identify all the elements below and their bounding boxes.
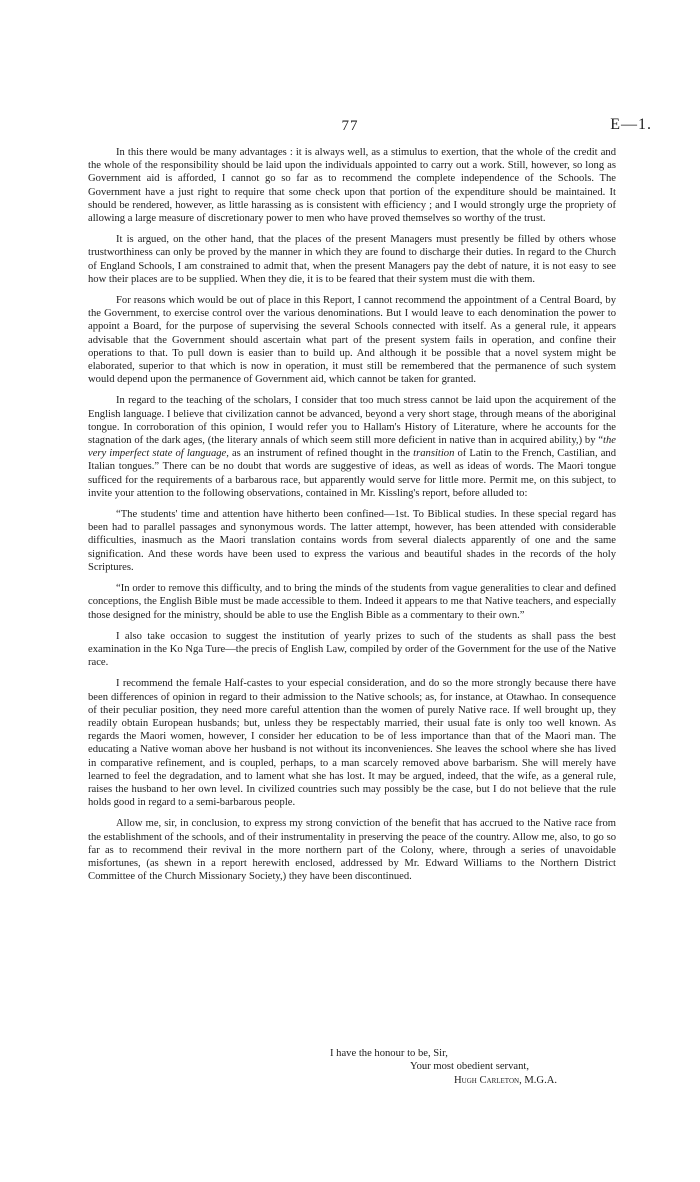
paragraph-conclusion: Allow me, sir, in conclusion, to express my strong conviction of the benefit that has accrued to the Native race from the establishment of the schools, and of their instrumentality in preserving the peace of the country. Allow me, also, to go so far as to recommend their revival in the more northern part of the Colony, where, through a series of unavoidable misfortunes, (as shewn in a report herewith enclosed, addressed by Mr. Edward Williams to the Northern District Committee of the Church Missionary Society,) they have been discontinued. — [88, 818, 616, 883]
paragraph-english-language-part2: as an instrument of refined thought in the — [228, 448, 414, 460]
letter-closing — [88, 1047, 616, 1087]
paragraph-central-board: For reasons which would be out of place in this Report, I cannot recommend the appointment of a Central Board, by the Government, to exercise control over the various denominations. But I would leave to each denomination the power to appoint a Board, for the purpose of supervising the several Schools connected with itself. As a general rule, it appears advisable that the Government should ascertain what part of the present system fails in operation, and confine their operations to that. To pull down is easier than to build up. And although it be possible that a novel system might be elaborated, superior to that which is now in operation, it must still be remembered that the permanence of such system would depend upon the permanence of Government aid, which cannot be taken for granted. — [88, 295, 616, 386]
report-body — [88, 146, 616, 891]
quote-emphasis-language: the very imperfect state of language, — [88, 435, 616, 460]
salutation: I have the honour to be, Sir, — [330, 1048, 448, 1059]
paragraph-managers: It is argued, on the other hand, that the places of the present Managers must presently be filled by others whose trustworthiness can only be proved by the manner in which they are found to discharge their duties. In regard to the Church of England Schools, I am constrained to admit that, when the present Managers pay the debt of nature, it is not easy to see how their places are to be supplied. When they die, it is to be feared that their system must die with them. — [88, 234, 616, 285]
paragraph-advantages: In this there would be many advantages : it is always well, as a stimulus to exertion, that the whole of the credit and the whole of the responsibility should be laid upon the individuals appointed to carry out a work. Still, however, so long as Government aid is afforded, I cannot go so far as to recommend the complete independence of the Schools. The Government have a just right to require that some check upon that portion of the expenditure should be maintained. It should be rendered, however, as little harassing as is consistent with efficiency ; and I would strongly urge the propriety of allowing a large measure of discretionary power to men who have proved themselves so worthy of the trust. — [88, 147, 616, 225]
valediction: Your most obedient servant, — [410, 1061, 529, 1073]
paragraph-yearly-prizes: I also take occasion to suggest the institution of yearly prizes to such of the students as shall pass the best examination in the Ko Nga Ture—the precis of English Law, compiled by order of the Government for the use of the Native race. — [88, 630, 616, 669]
quote-emphasis-transition: transition — [413, 448, 455, 460]
paragraph-english-language-part1: In regard to the teaching of the scholars, I consider that too much stress cannot be laid upon the acquirement of the English language. I believe that civilization cannot be advanced, beyond a very short stage, through means of the aboriginal tongue. In corroboration of this opinion, I would refer you to Hallam's History of Literature, where he accounts for the stagnation of the dark ages, (the literary annals of which seem still more deficient in native than in acquired ability,) by “ — [88, 395, 616, 447]
page-reference: E—1. — [610, 116, 652, 133]
signature: Hugh Carleton, M.G.A. — [454, 1074, 558, 1086]
paragraph-english-language — [88, 394, 616, 500]
quote-english-bible: “In order to remove this difficulty, and to bring the minds of the students from vague generalities to clear and defined conceptions, the English Bible must be made accessible to them. Indeed it appears to me that Native teachers, and especially those designed for the ministry, should be able to use the English Bible as a commentary to their own.” — [88, 583, 616, 621]
paragraph-half-castes: I recommend the female Half-castes to your especial consideration, and do so the more strongly because there have been differences of opinion in regard to their admission to the Native schools; as, for instance, at Otawhao. In consequence of their peculiar position, they need more careful attention than the women of purely Native race. If well brought up, they readily obtain European husbands; but, unless they be respectably married, their usual fate is only too well known. As regards the Maori women, however, I consider her education to be of less importance than that of the Maori man. The educating a Native woman above her husband is not without its inconveniences. She leaves the school where she has lived in comparative refinement, and is coupled, perhaps, to a man scarcely removed above barbarism. She will merely have learned to feel the degradation, and to lament what she has lost. It may be argued, indeed, that the wife, as a general rule, raises the husband to her own level. In civilized countries such may possibly be the case, but I do not believe that the rule holds good in regard to a semi-barbarous people. — [88, 678, 616, 809]
page-number: 77 — [341, 118, 359, 134]
quote-biblical-studies: “The students' time and attention have hitherto been confined—1st. To Biblical studies. In these special regard has been had to parallel passages and synonymous words. The latter attempt, however, has been attended with considerable difficulties, inasmuch as the Maori translation contains words from several dialects apparently of one and the same signification. And these words have been used to express the various and beautiful shades in the records of the holy Scriptures. — [88, 509, 616, 573]
paragraph-english-language-part3: of Latin to the French, Castilian, and Italian tongues.” There can be no doubt that words are suggestive of ideas, as well as ideas of words. The Maori tongue sufficed for the requirements of a barbarous race, but apparently would serve for little more. Permit me, on this subject, to invite your attention to the following observations, contained in Mr. Kissling's report, before alluded to: — [88, 448, 616, 499]
